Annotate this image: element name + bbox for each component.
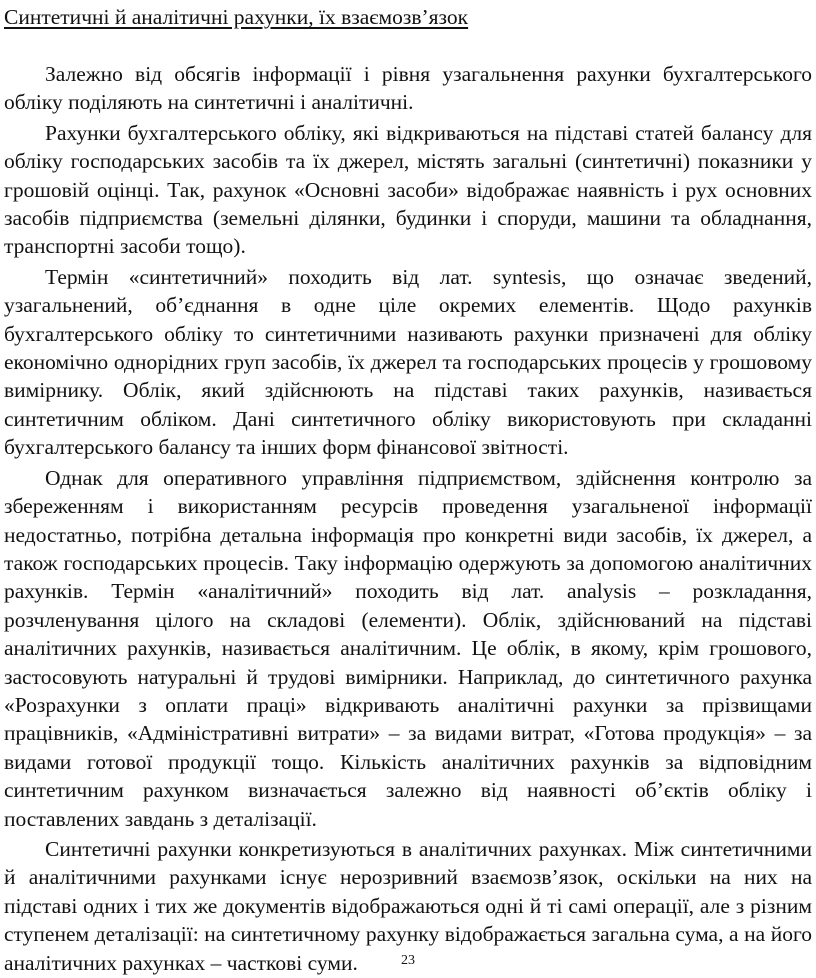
- paragraph-5: Синтетичні рахунки конкретизуються в аналітичних рахунках. Між синтетичними й аналітичними рахунками існує нерозривний взаємозв’язок, оскільки на них на підставі одних і тих же документів відображаються одні й ті самі операції, але з різним ступенем деталізації: на синтетичному рахунку відображається загальна сума, а на його аналітичних рахунках – часткові суми.: [4, 836, 812, 975]
- paragraph-1: Залежно від обсягів інформації і рівня узагальнення рахунки бухгалтерського обліку поділяють на синтетичні і аналітичні.: [4, 62, 812, 115]
- paragraph-3: Термін «синтетичний» походить від лат. syntesis, що означає зведений, узагальнений, об’єднання в одне ціле окремих елементів. Щодо рахунків бухгалтерського обліку то синтетичними називають рахунки призначені для обліку економічно однорідних груп засобів, їх джерел та господарських процесів у грошовому вимірнику. Облік, який здійснюють на підставі таких рахунків, називається синтетичним обліком. Дані синтетичного обліку використовують при складанні бухгалтерського балансу та інших форм фінансової звітності.: [4, 264, 812, 460]
- paragraph-4: Однак для оперативного управління підприємством, здійснення контролю за збереженням і використанням ресурсів проведення узагальненої інформації недостатньо, потрібна детальна інформація про конкретні види засобів, їх джерел, а також господарських процесів. Таку інформацію одержують за допомогою аналітичних рахунків. Термін «аналітичний» походить від лат. analysis – розкладання, розчленування цілого на складові (елементи). Облік, здійснюваний на підставі аналітичних рахунків, називається аналітичним. Це облік, в якому, крім грошового, застосовують натуральні й трудові вимірники. Наприклад, до синтетичного рахунка «Розрахунки з оплати праці» відкривають аналітичні рахунки за прізвищами працівників, «Адміністративні витрати» – за видами витрат, «Готова продукція» – за видами готової продукції тощо. Кількість аналітичних рахунків за відповідним синтетичним рахунком визначається залежно від наявності об’єктів обліку і поставлених завдань з деталізації.: [4, 465, 812, 831]
- page-number: 23: [401, 953, 415, 968]
- paragraph-2: Рахунки бухгалтерського обліку, які відкриваються на підставі статей балансу для обліку господарських засобів та їх джерел, містять загальні (синтетичні) показники у грошовій оцінці. Так, рахунок «Основні засоби» відображає наявність і рух основних засобів підприємства (земельні ділянки, будинки і споруди, машини та обладнання, транспортні засоби тощо).: [4, 120, 812, 259]
- section-title: Синтетичні й аналітичні рахунки, їх взаємозв’язок: [4, 5, 469, 29]
